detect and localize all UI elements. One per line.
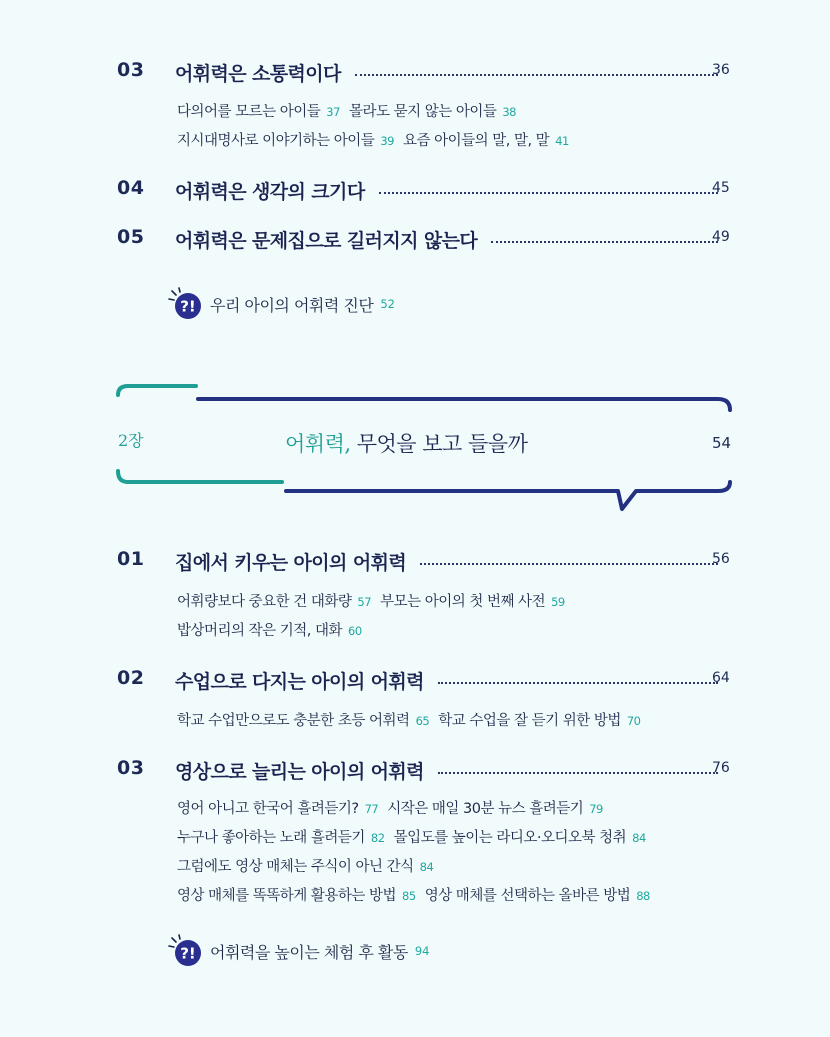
toc-subitem[interactable]: 몰라도 묻지 않는 아이들 [348,104,497,120]
subitem-page: 37 [326,105,340,119]
chapter-label: 2장 [118,431,144,450]
toc-heading-row[interactable] [175,757,730,784]
quiz-title: 우리 아이의 어휘력 진단 [210,295,374,315]
subitem-page: 84 [419,860,434,874]
section-number: 01 [117,548,145,570]
section-number: 05 [117,226,145,248]
toc-heading-row[interactable] [175,667,730,694]
page-number: 36 [712,62,730,78]
page-number: 76 [712,760,730,776]
toc-subitem-line [177,619,371,640]
subitem-page: 38 [502,105,516,119]
page-number: 56 [712,551,730,567]
question-exclaim-icon [168,934,202,968]
subitem-page: 65 [415,714,430,728]
toc-subitem[interactable]: 다의어를 모르는 아이들 [177,104,321,120]
dot-leader [420,563,718,565]
toc-subitem[interactable]: 누구나 좋아하는 노래 흘려듣기 [177,830,365,846]
subitem-page: 57 [357,595,372,609]
toc-subitem-line [177,826,655,847]
section-number: 03 [117,757,145,779]
toc-subitem[interactable]: 어휘량보다 중요한 건 대화량 [177,594,352,610]
section-number: 04 [117,177,145,199]
toc-subitem-line [177,100,525,121]
toc-heading: 수업으로 다지는 아이의 어휘력 [175,671,424,693]
toc-heading-row[interactable] [175,177,730,204]
toc-subitem[interactable]: 부모는 아이의 첫 번째 사전 [380,594,546,610]
toc-subitem-line [177,797,612,818]
toc-subitem[interactable]: 지시대명사로 이야기하는 아이들 [177,133,375,149]
page-number: 64 [712,670,730,686]
subitem-page: 41 [555,134,569,148]
svg-text:?!: ?! [180,944,196,963]
toc-subitem[interactable]: 영어 아니고 한국어 흘려듣기? [177,801,359,817]
chapter-title-accent: 어휘력, [285,432,351,456]
toc-subitem[interactable]: 학교 수업을 잘 듣기 위한 방법 [438,713,621,729]
toc-heading: 어휘력은 생각의 크기다 [175,181,365,203]
subitem-page: 85 [402,889,416,903]
toc-subitem-line [177,709,649,730]
page-number: 45 [712,180,730,196]
toc-subitem[interactable]: 학교 수업만으로도 충분한 초등 어휘력 [177,713,410,729]
dot-leader [438,772,718,774]
quiz-item[interactable] [168,287,395,321]
subitem-page: 59 [551,595,565,609]
quiz-title: 어휘력을 높이는 체험 후 활동 [210,942,408,962]
quiz-item[interactable] [168,934,429,968]
dot-leader [379,192,718,194]
chapter-page-number: 54 [712,434,732,452]
dot-leader [438,682,718,684]
toc-heading: 집에서 키우는 아이의 어휘력 [175,552,407,574]
subitem-page: 82 [370,831,385,845]
subitem-page: 79 [589,802,603,816]
dot-leader [355,74,718,76]
toc-subitem-line [177,129,578,150]
toc-subitem-line [177,855,442,876]
question-exclaim-icon [168,287,202,321]
toc-subitem[interactable]: 몰입도를 높이는 라디오·오디오북 청취 [393,830,627,846]
page-number: 49 [712,229,730,245]
subitem-page: 84 [632,831,646,845]
svg-text:?!: ?! [180,297,196,316]
chapter-title-rest: 무엇을 보고 들을까 [350,432,528,456]
subitem-page: 77 [364,802,379,816]
section-number: 02 [117,667,145,689]
toc-subitem[interactable]: 영상 매체를 선택하는 올바른 방법 [424,888,631,904]
subitem-page: 60 [348,624,362,638]
subitem-page: 39 [380,134,394,148]
quiz-page: 94 [414,944,430,958]
subitem-page: 88 [636,889,650,903]
quiz-page: 52 [380,297,395,311]
section-number: 03 [117,59,145,81]
chapter-title[interactable] [285,428,527,458]
toc-heading: 어휘력은 문제집으로 길러지지 않는다 [175,230,478,252]
toc-heading-row[interactable] [175,226,730,253]
toc-subitem[interactable]: 시작은 매일 30분 뉴스 흘려듣기 [387,801,584,817]
toc-heading: 영상으로 늘리는 아이의 어휘력 [175,761,424,783]
toc-subitem[interactable]: 영상 매체를 똑똑하게 활용하는 방법 [177,888,397,904]
toc-subitem[interactable]: 요즘 아이들의 말, 말, 말 [402,133,550,149]
toc-subitem-line [177,590,574,611]
toc-subitem[interactable]: 그럼에도 영상 매체는 주식이 아닌 간식 [177,859,414,875]
dot-leader [491,241,718,243]
toc-heading: 어휘력은 소통력이다 [175,63,341,85]
toc-heading-row[interactable] [175,548,730,575]
subitem-page: 70 [626,714,641,728]
toc-subitem-line [177,884,659,905]
toc-heading-row[interactable] [175,59,730,86]
toc-subitem[interactable]: 밥상머리의 작은 기적, 대화 [177,623,343,639]
